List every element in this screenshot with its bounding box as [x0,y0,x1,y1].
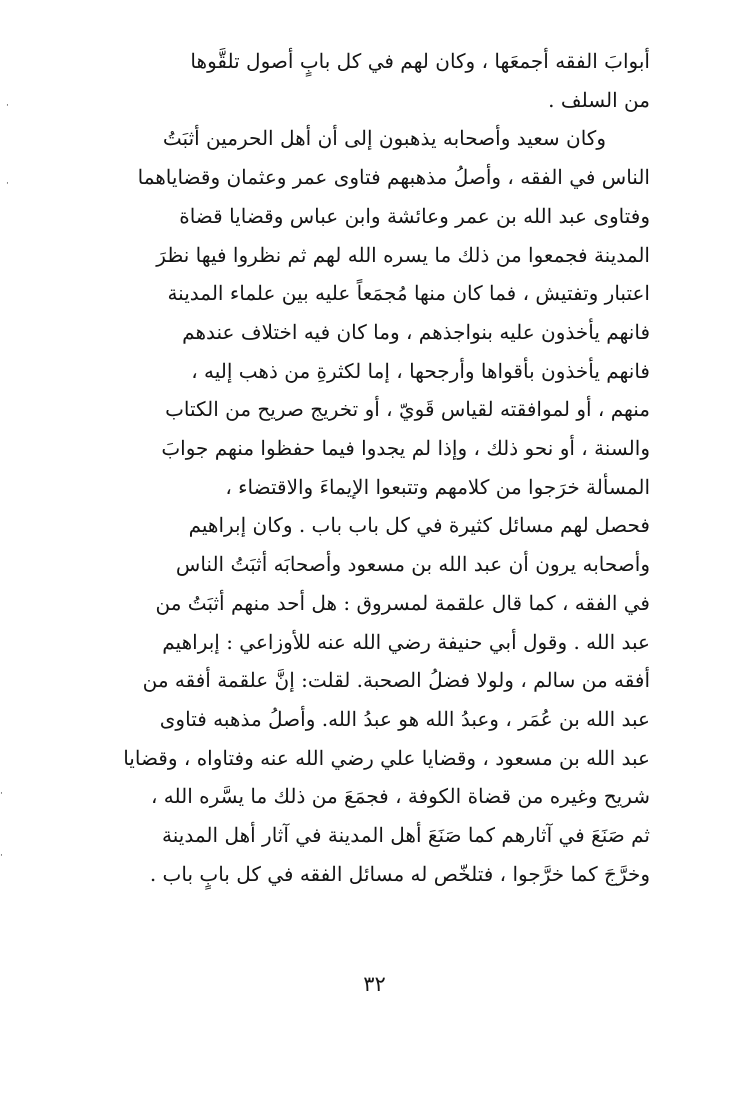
scan-speck: · [0,789,3,799]
text-line: المدينة فجمعوا من ذلك ما يسره الله لهم ثم نظروا فيها نظرَ [156,242,650,267]
scan-speck: · [0,851,3,861]
text-line: ثم صَنَعَ في آثارهم كما صَنَعَ أهل المدينة في آثار أهل المدينة [162,823,650,848]
text-line: وأصحابه يرون أن عبد الله بن مسعود وأصحابَه أثبَتُ الناس [175,552,650,577]
text-line: من السلف . [548,87,650,112]
text-line: وفتاوى عبد الله بن عمر وعائشة وابن عباس وقضايا قضاة [179,203,650,228]
scan-speck: · [6,101,9,111]
text-line: فانهم يأخذون بأقواها وأرجحها ، إما لكثرةِ من ذهب إليه ، [191,358,650,383]
text-line: اعتبار وتفتيش ، فما كان منها مُجمَعاً عليه بين علماء المدينة [167,281,650,306]
text-line: فانهم يأخذون عليه بنواجذهم ، وما كان فيه اختلاف عندهم [182,319,650,344]
page-body [110,42,650,893]
text-line: والسنة ، أو نحو ذلك ، وإذا لم يجدوا فيما حفظوا منهم جوابَ [161,436,650,461]
text-line: وكان سعيد وأصحابه يذهبون إلى أن أهل الحرمين أثبَتُ [162,126,606,151]
text-line: المسألة خرَجوا من كلامهم وتتبعوا الإيماءَ والاقتضاء ، [225,474,650,499]
text-line: عبد الله بن عُمَر ، وعبدُ الله هو عبدُ الله. وأصلُ مذهبه فتاوى [159,706,650,731]
paragraph-2 [110,119,650,893]
text-line: في الفقه ، كما قال علقمة لمسروق : هل أحد منهم أثبَتُ من [155,590,650,615]
text-line: عبد الله . وقول أبي حنيفة رضي الله عنه للأوزاعي : إبراهيم [162,629,650,654]
text-line: شريح وغيره من قضاة الكوفة ، فجمَعَ من ذلك ما يسَّره الله ، [150,784,650,809]
paragraph-1 [110,42,650,119]
text-line: أفقه من سالم ، ولولا فضلُ الصحبة. لقلت: إنَّ علقمة أفقه من [142,668,650,693]
text-line: فحصل لهم مسائل كثيرة في كل باب باب . وكان إبراهيم [188,513,650,538]
text-line: الناس في الفقه ، وأصلُ مذهبهم فتاوى عمر وعثمان وقضاياهما [137,165,650,190]
text-line: منهم ، أو لموافقته لقياس قَويّ ، أو تخريج صريح من الكتاب [165,397,650,422]
scan-speck: · [6,179,9,189]
page-number: ٣٢ [363,972,386,996]
text-line: أبوابَ الفقه أجمعَها ، وكان لهم في كل بابٍ أصول تلقَّوها [190,49,650,73]
text-line: عبد الله بن مسعود ، وقضايا علي رضي الله عنه وفتاواه ، وقضايا [123,745,650,770]
text-line: وخرَّجَ كما خرَّجوا ، فتلخّص له مسائل الفقه في كل بابٍ باب . [149,861,650,886]
